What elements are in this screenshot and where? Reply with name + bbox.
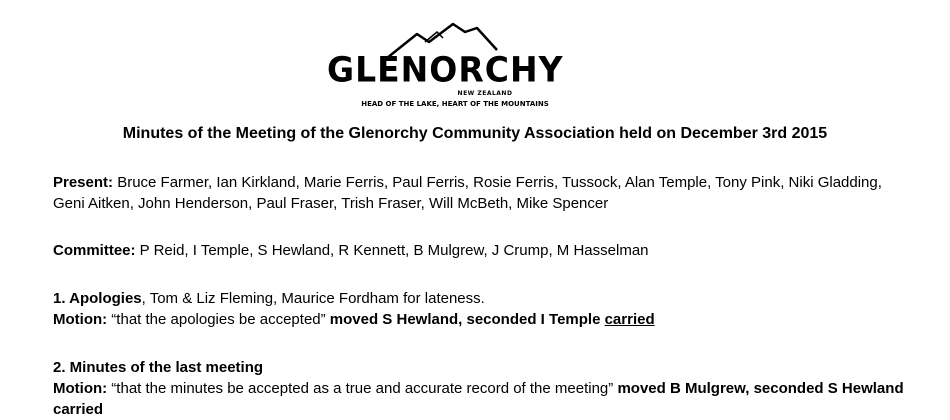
- motion-label: Motion:: [53, 311, 108, 328]
- motion-line: [53, 309, 913, 330]
- logo-tagline: HEAD OF THE LAKE, HEART OF THE MOUNTAINS: [361, 100, 549, 108]
- present-paragraph: [53, 172, 913, 214]
- committee-paragraph: [53, 240, 913, 261]
- motion-text: “that the minutes be accepted as a true and accurate record of the meeting”: [107, 380, 618, 397]
- item-minutes: [53, 357, 913, 420]
- committee-label: Committee:: [53, 242, 136, 259]
- motion-label: Motion:: [53, 380, 108, 397]
- item-apologies: [53, 288, 913, 330]
- document-title: Minutes of the Meeting of the Glenorchy Community Association held on December 3rd 2015: [122, 125, 828, 142]
- committee-list: P Reid, I Temple, S Hewland, R Kennett, B Mulgrew, J Crump, M Hasselman: [135, 242, 649, 259]
- motion-mover: moved B Mulgrew, seconded S Hewland carried: [53, 380, 904, 418]
- item-heading: 2. Minutes of the last meeting: [53, 359, 264, 376]
- motion-text: “that the apologies be accepted”: [107, 311, 330, 328]
- item-heading-rest: , Tom & Liz Fleming, Maurice Fordham for lateness.: [141, 290, 485, 307]
- item-heading: 1. Apologies: [53, 290, 142, 307]
- glenorchy-logo: [325, 20, 564, 108]
- motion-result: carried: [604, 311, 655, 328]
- motion-line: [53, 378, 913, 420]
- motion-mover: moved S Hewland, seconded I Temple: [329, 311, 605, 328]
- logo-wordmark: GLENORCHY: [327, 49, 564, 90]
- present-list: Bruce Farmer, Ian Kirkland, Marie Ferris, Paul Ferris, Rosie Ferris, Tussock, Alan Temple, Tony Pink, Niki Gladding, Geni Aitken, John Henderson, Paul Fraser, Trish Fraser, Will McBeth, Mike Spencer: [53, 174, 882, 212]
- present-label: Present:: [53, 174, 114, 191]
- logo-country: NEW ZEALAND: [457, 90, 513, 97]
- item-heading-line: [53, 288, 913, 309]
